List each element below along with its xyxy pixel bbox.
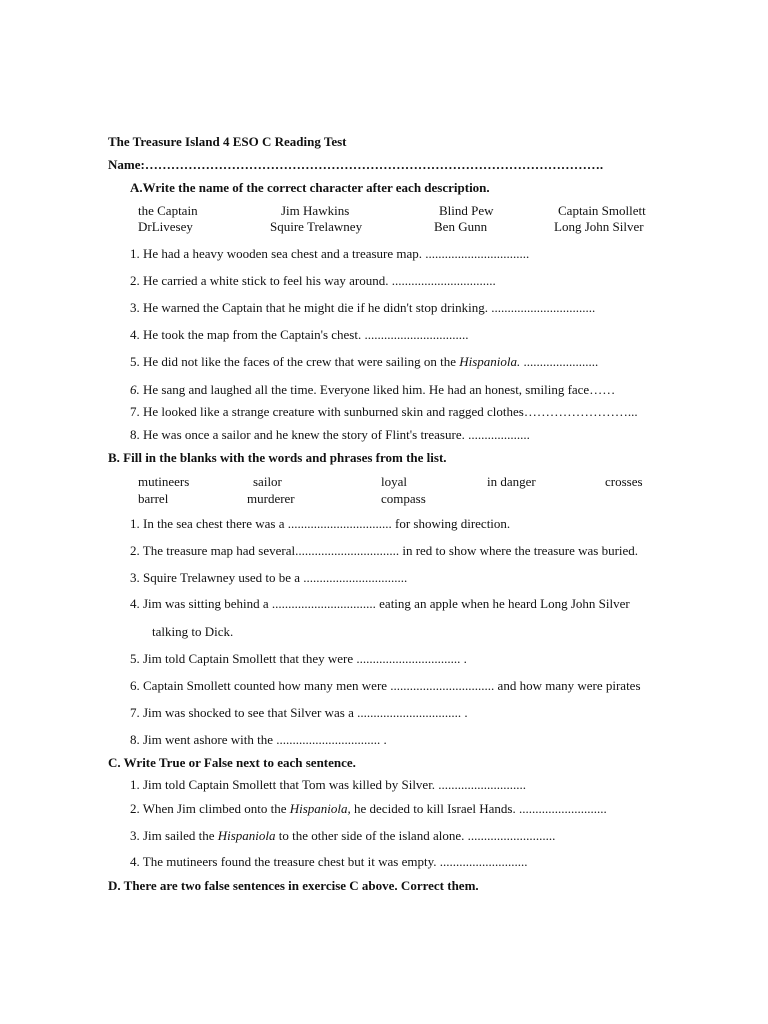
- section-a-item: [130, 273, 496, 289]
- item-number: 7.: [130, 705, 140, 720]
- section-c-item: [130, 801, 607, 817]
- item-text: Jim told Captain Smollett that Tom was killed by Silver. ...........................: [143, 777, 527, 792]
- section-a-item: [130, 404, 638, 420]
- ship-name: Hispaniola.: [459, 354, 521, 369]
- section-c-item: [130, 854, 528, 870]
- section-b-item: [130, 732, 387, 748]
- item-text: Jim told Captain Smollett that they were ................................ .: [143, 651, 467, 666]
- section-a-item: [130, 246, 529, 262]
- item-number: 4.: [130, 854, 140, 869]
- item-number: 1.: [130, 777, 140, 792]
- item-number: 6.: [130, 678, 140, 693]
- character-option: Captain Smollett: [558, 203, 646, 218]
- character-option: the Captain: [138, 203, 198, 218]
- word-option: crosses: [605, 474, 643, 489]
- item-text: He took the map from the Captain's chest. ................................: [143, 327, 469, 342]
- section-b-item: [130, 570, 407, 586]
- item-text: Squire Trelawney used to be a ................................: [143, 570, 408, 585]
- section-b-item: [130, 678, 641, 694]
- item-number: 2.: [130, 801, 140, 816]
- item-number: 4.: [130, 327, 140, 342]
- item-text: He did not like the faces of the crew that were sailing on the: [143, 354, 460, 369]
- item-number: 3.: [130, 570, 140, 585]
- word-option: mutineers: [138, 474, 190, 489]
- section-b-item: [130, 596, 630, 612]
- item-number: 1.: [130, 246, 140, 261]
- item-continuation: talking to Dick.: [152, 624, 234, 639]
- item-number: 3.: [130, 300, 140, 315]
- item-number: 5.: [130, 354, 140, 369]
- section-a-heading: A.Write the name of the correct character after each description.: [130, 180, 490, 195]
- character-option: Jim Hawkins: [281, 203, 350, 218]
- character-option: Blind Pew: [439, 203, 494, 218]
- section-b-heading: B. Fill in the blanks with the words and phrases from the list.: [108, 450, 447, 465]
- item-number: 2.: [130, 273, 140, 288]
- character-option: DrLivesey: [138, 219, 193, 234]
- section-c-item: [130, 828, 555, 844]
- word-option: murderer: [247, 491, 295, 506]
- section-c-heading: C. Write True or False next to each sentence.: [108, 755, 356, 770]
- item-text: When Jim climbed onto the: [142, 801, 290, 816]
- item-number: 3.: [130, 828, 140, 843]
- section-b-item: [130, 543, 638, 559]
- item-text: Jim was shocked to see that Silver was a ................................ .: [143, 705, 468, 720]
- item-text: He carried a white stick to feel his way around. ................................: [143, 273, 496, 288]
- item-number: 1.: [130, 516, 140, 531]
- section-b-item: [130, 651, 467, 667]
- name-line: Name:…………………………………………………………………………………………….: [108, 157, 604, 172]
- item-number: 8.: [130, 732, 140, 747]
- document-title: The Treasure Island 4 ESO C Reading Test: [108, 134, 347, 149]
- section-b-item: [130, 705, 468, 721]
- item-text: He had a heavy wooden sea chest and a treasure map. ................................: [143, 246, 530, 261]
- item-number: 4.: [130, 596, 140, 611]
- word-option: barrel: [138, 491, 169, 506]
- item-number: 2.: [130, 543, 140, 558]
- section-a-item: [130, 300, 595, 316]
- section-d-heading: D. There are two false sentences in exercise C above. Correct them.: [108, 878, 479, 893]
- character-option: Long John Silver: [554, 219, 644, 234]
- section-c-item: [130, 777, 526, 793]
- character-option: Squire Trelawney: [270, 219, 363, 234]
- item-number: 5.: [130, 651, 140, 666]
- item-text: The treasure map had several................................ in red to show where the treasure was buried.: [142, 543, 639, 558]
- item-number: 8.: [130, 427, 140, 442]
- item-text: He sang and laughed all the time. Everyone liked him. He had an honest, smiling face……: [143, 382, 616, 397]
- item-text: Jim was sitting behind a ................................ eating an apple when he heard Long John Silver: [143, 596, 630, 611]
- item-text-end: he decided to kill Israel Hands. ...........................: [350, 801, 607, 816]
- item-text: He warned the Captain that he might die if he didn't stop drinking. ................................: [143, 300, 596, 315]
- item-text: Jim went ashore with the ................................ .: [143, 732, 387, 747]
- item-text: In the sea chest there was a ................................ for showing direction.: [143, 516, 511, 531]
- item-text: The mutineers found the treasure chest but it was empty. ...........................: [142, 854, 528, 869]
- section-b-item: [130, 516, 510, 532]
- word-option: loyal: [381, 474, 407, 489]
- item-text-end: .......................: [520, 354, 599, 369]
- word-option: in danger: [487, 474, 536, 489]
- item-text: He was once a sailor and he knew the story of Flint's treasure. ...................: [143, 427, 530, 442]
- word-option: compass: [381, 491, 426, 506]
- item-text: Jim sailed the: [143, 828, 218, 843]
- item-text-end: to the other side of the island alone. ...........................: [275, 828, 556, 843]
- item-text: He looked like a strange creature with sunburned skin and ragged clothes……………………...: [143, 404, 638, 419]
- ship-name: Hispaniola,: [289, 801, 351, 816]
- section-a-item: [130, 427, 530, 443]
- word-option: sailor: [253, 474, 282, 489]
- section-a-item: [130, 354, 598, 370]
- section-a-item: [130, 327, 468, 343]
- item-number: 7.: [130, 404, 140, 419]
- item-text: Captain Smollett counted how many men were ................................ and how many were pirates: [143, 678, 641, 693]
- item-number: 6.: [130, 382, 140, 397]
- character-option: Ben Gunn: [434, 219, 488, 234]
- ship-name: Hispaniola: [217, 828, 276, 843]
- section-a-item: [130, 382, 615, 398]
